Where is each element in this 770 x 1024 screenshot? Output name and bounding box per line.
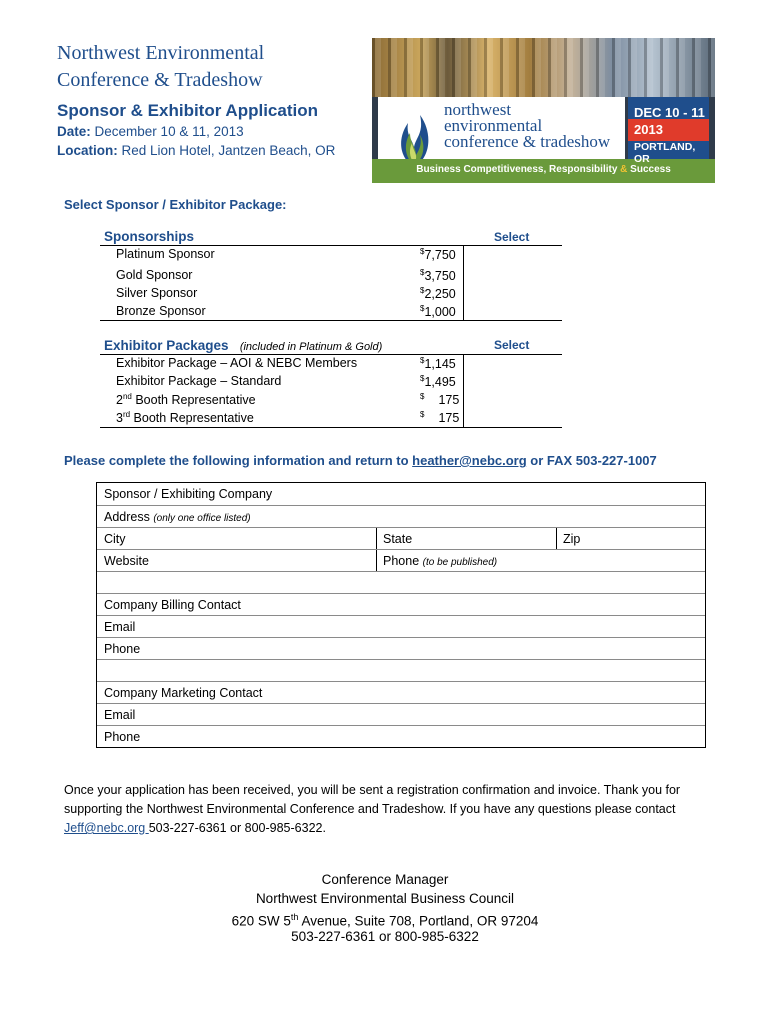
form-row-marketing-contact[interactable] [97, 681, 705, 704]
select-cell-3rd-rep[interactable] [464, 409, 562, 427]
exhibitor-price-2nd-rep [420, 392, 459, 407]
exhibitor-item-3rd-rep [116, 410, 254, 425]
document-subtitle: Sponsor & Exhibitor Application [57, 101, 318, 120]
sponsor-price-bronze [420, 304, 456, 319]
document-title [57, 40, 264, 94]
sponsor-item-bronze: Bronze Sponsor [116, 304, 206, 318]
currency-symbol: $ [420, 410, 425, 419]
contact-phones: 503-227-6361 or 800-985-6322. [148, 821, 326, 835]
title-line-2: Conference & Tradeshow [57, 69, 263, 91]
currency-symbol: $ [420, 304, 425, 313]
form-row-blank-1 [97, 571, 705, 594]
address-note: (only one office listed) [153, 513, 251, 524]
form-row-city-state-zip [97, 527, 705, 550]
date-line [57, 124, 244, 139]
closing-line-1: Once your application has been received, you will be sent a registration confirmation and invoice. Thank you for [64, 783, 681, 797]
footer-phones: 503-227-6361 or 800-985-6322 [291, 929, 479, 944]
sponsor-price-gold [420, 268, 456, 283]
item-name-rest: Booth Representative [130, 411, 254, 426]
select-cell-silver[interactable] [464, 284, 562, 302]
state-field-label: State [383, 532, 413, 546]
currency-symbol: $ [420, 268, 425, 277]
zip-field-label: Zip [563, 532, 581, 546]
exhibitor-heading-note: (included in Platinum & Gold) [239, 341, 383, 353]
website-phone-divider [376, 550, 377, 572]
select-cell-bronze[interactable] [464, 302, 562, 320]
sponsor-item-gold: Gold Sponsor [116, 268, 193, 282]
return-instructions [64, 453, 657, 468]
item-name-rest: Booth Representative [131, 393, 256, 408]
tagline-part-b: Success [627, 164, 671, 175]
logo-line-2: environmental [444, 116, 543, 135]
instructions-text-b: or FAX 503-227-1007 [526, 453, 657, 468]
price-value: 7,750 [424, 248, 456, 263]
banner-city: PORTLAND, OR [634, 141, 696, 165]
tagline-part-a: Business Competitiveness, Responsibility [416, 164, 621, 175]
sponsor-item-platinum: Platinum Sponsor [116, 247, 215, 261]
banner-dates: DEC 10 - 11 [634, 105, 705, 120]
form-row-company[interactable] [97, 483, 705, 505]
price-value: 1,145 [424, 357, 456, 372]
exhibitor-price-aoi-nebc [420, 356, 456, 371]
sponsor-price-platinum [420, 247, 456, 262]
banner-photo-strip [372, 38, 715, 97]
address-ordinal-suffix: th [290, 912, 299, 922]
banner-logo-text [444, 102, 610, 150]
form-row-marketing-email[interactable] [97, 703, 705, 726]
sponsorships-select-label: Select [494, 230, 530, 244]
footer-organization: Northwest Environmental Business Council [255, 891, 515, 906]
billing-contact-field-label: Company Billing Contact [104, 598, 241, 612]
address-part-b: Avenue, Suite 708, Portland, OR 97204 [298, 913, 539, 929]
exhibitor-item-2nd-rep [116, 392, 256, 407]
select-cell-exhibitor-standard[interactable] [464, 373, 562, 391]
website-field-label: Website [104, 554, 149, 568]
price-value: 175 [438, 411, 460, 426]
marketing-phone-field-label: Phone [104, 730, 141, 744]
exhibitor-price-standard [420, 374, 456, 389]
form-row-blank-2 [97, 659, 705, 682]
state-zip-divider [556, 528, 557, 550]
currency-symbol: $ [420, 356, 425, 365]
exhibitor-packages-heading [104, 338, 382, 353]
instructions-email-link[interactable]: heather@nebc.org [412, 453, 527, 468]
banner-tagline [372, 164, 715, 175]
location-label: Location: [57, 143, 118, 158]
currency-symbol: $ [420, 247, 425, 256]
currency-symbol: $ [420, 286, 425, 295]
currency-symbol: $ [420, 392, 425, 401]
contact-email-link[interactable]: Jeff@nebc.org [64, 821, 149, 835]
form-row-website-phone [97, 549, 705, 572]
city-state-divider [376, 528, 377, 550]
form-row-billing-phone[interactable] [97, 637, 705, 660]
instructions-text-a: Please complete the following information and return to [64, 453, 413, 468]
price-value: 175 [438, 393, 460, 408]
company-field-label: Sponsor / Exhibiting Company [104, 487, 273, 501]
sponsor-item-silver: Silver Sponsor [116, 286, 198, 300]
ordinal-number: 2 [116, 393, 123, 408]
exhibitor-bottom-rule [100, 427, 562, 428]
sponsorships-heading: Sponsorships [104, 229, 195, 244]
banner-year: 2013 [634, 122, 663, 137]
exhibitor-item-aoi-nebc: Exhibitor Package – AOI & NEBC Members [116, 356, 358, 370]
logo-line-3: conference & tradeshow [444, 132, 611, 151]
sponsorships-bottom-rule [100, 320, 562, 321]
location-line [57, 143, 335, 158]
currency-symbol: $ [420, 374, 425, 383]
date-value: December 10 & 11, 2013 [94, 124, 244, 139]
phone-label: Phone [383, 554, 423, 568]
form-row-address[interactable] [97, 505, 705, 528]
exhibitor-heading-text: Exhibitor Packages [104, 338, 229, 353]
select-cell-2nd-rep[interactable] [464, 391, 562, 409]
phone-note: (to be published) [422, 557, 498, 568]
billing-email-field-label: Email [104, 620, 136, 634]
address-part-a: 620 SW 5 [231, 913, 291, 929]
closing-paragraph [64, 781, 714, 838]
ordinal-suffix: rd [122, 410, 131, 419]
price-value: 3,750 [424, 269, 456, 284]
closing-line-3 [64, 819, 714, 838]
ordinal-suffix: nd [122, 392, 132, 401]
address-label: Address [104, 510, 154, 524]
ordinal-number: 3 [116, 411, 123, 426]
select-cell-exhibitor-aoi-nebc[interactable] [464, 355, 562, 373]
location-value: Red Lion Hotel, Jantzen Beach, OR [121, 143, 336, 158]
conference-banner [372, 38, 715, 183]
marketing-email-field-label: Email [104, 708, 136, 722]
package-section-title: Select Sponsor / Exhibitor Package: [64, 197, 287, 212]
exhibitor-price-3rd-rep [420, 410, 459, 425]
form-row-billing-contact[interactable] [97, 593, 705, 616]
exhibitor-item-standard: Exhibitor Package – Standard [116, 374, 282, 388]
form-row-billing-email[interactable] [97, 615, 705, 638]
closing-line-2: supporting the Northwest Environmental Conference and Tradeshow. If you have any questions please contact [64, 802, 676, 816]
logo-line-1: northwest [444, 100, 512, 119]
exhibitor-select-label: Select [494, 338, 530, 352]
marketing-contact-field-label: Company Marketing Contact [104, 686, 263, 700]
application-form [96, 482, 706, 748]
city-field-label: City [104, 532, 126, 546]
select-cell-gold[interactable] [464, 266, 562, 284]
price-value: 2,250 [424, 287, 456, 302]
billing-phone-field-label: Phone [104, 642, 141, 656]
tagline-ampersand: & [620, 164, 628, 175]
form-row-marketing-phone[interactable] [97, 725, 705, 748]
date-label: Date: [57, 124, 91, 139]
price-value: 1,495 [424, 375, 456, 390]
public-phone-field-label [383, 554, 497, 568]
price-value: 1,000 [424, 305, 456, 320]
sponsor-price-silver [420, 286, 456, 301]
title-line-1: Northwest Environmental [57, 42, 265, 64]
address-field-label [104, 510, 251, 524]
footer-role: Conference Manager [321, 872, 449, 887]
select-cell-platinum[interactable] [464, 246, 562, 266]
